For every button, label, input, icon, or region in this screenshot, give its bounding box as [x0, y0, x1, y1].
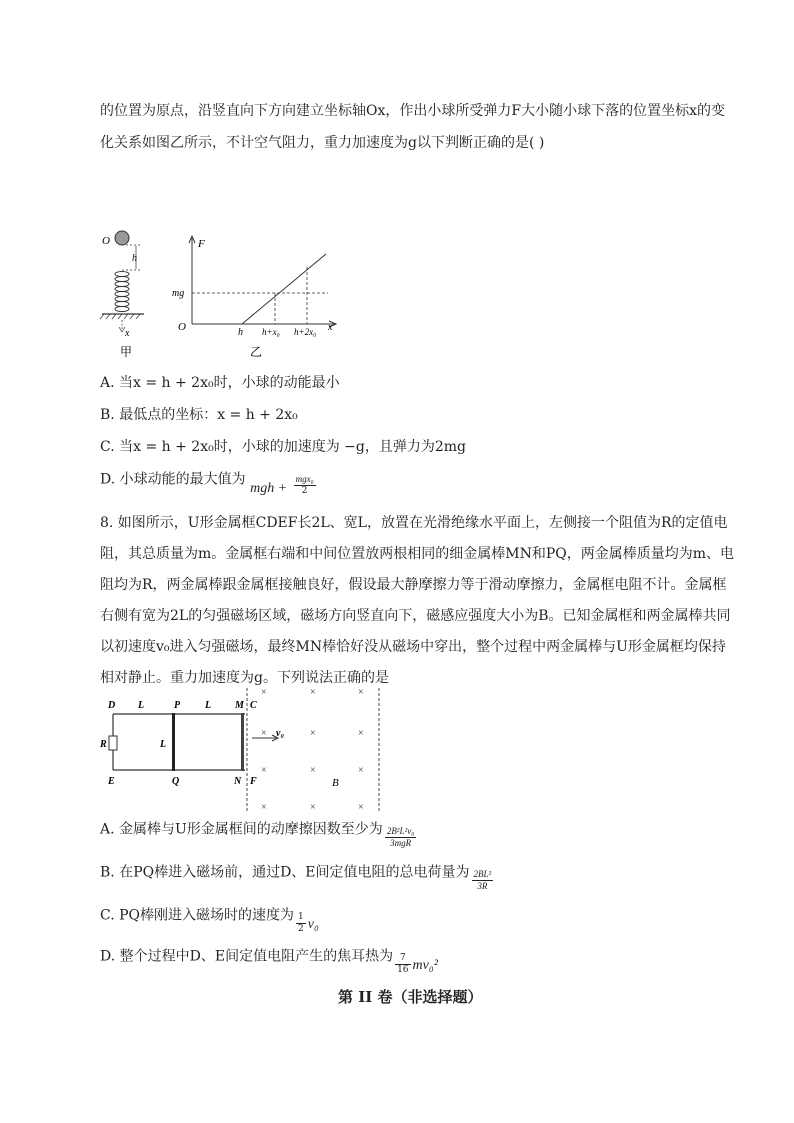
label-M: M: [235, 700, 244, 711]
label-C: C: [250, 700, 257, 711]
svg-text:×: ×: [358, 802, 364, 813]
label-Q: Q: [172, 776, 180, 787]
q8-option-b: B. 在PQ棒进入磁场前，通过D、E间定值电阻的总电荷量为 $\frac{\text{2BL²}}{3R}$: [100, 864, 492, 891]
figure-u-frame: [98, 686, 388, 816]
fig-yi-h1: h+x₀: [262, 327, 280, 337]
q7-option-d: D. 小球动能的最大值为 mgh + $\frac{\text{mgx₀}}{2}$: [100, 471, 314, 496]
svg-text:×: ×: [261, 728, 267, 739]
label-R: R: [100, 739, 107, 750]
fig-yi-caption: 乙: [250, 345, 263, 359]
fig-yi-F: F: [198, 238, 205, 250]
svg-text:×: ×: [261, 687, 267, 698]
q8-stem-line5: 以初速度v₀进入匀强磁场，最终MN棒恰好没从磁场中穿出，整个过程中两金属棒与U形金属框均保持: [100, 639, 726, 655]
fig-yi-mg: mg: [172, 288, 185, 299]
q8-option-a: A. 金属棒与U形金属框间的动摩擦因数至少为 $\frac{\text{2B²L²v₀}}{\text{3mgR}}$: [100, 821, 415, 848]
label-L2: L: [205, 700, 212, 711]
figure-jia: [98, 222, 148, 362]
q8-stem-line2: 阻，其总质量为m。金属框右端和中间位置放两根相同的细金属棒MN和PQ，两金属棒质量均为m、电: [100, 546, 735, 562]
fig-jia-caption: 甲: [120, 345, 133, 359]
svg-text:×: ×: [358, 687, 364, 698]
svg-text:×: ×: [358, 765, 364, 776]
label-v0: v₀: [276, 728, 284, 739]
figure-yi: [170, 232, 345, 362]
label-N: N: [234, 776, 242, 787]
q7-option-a: A. 当x = h + 2x₀时，小球的动能最小: [100, 375, 340, 391]
label-F: F: [250, 776, 257, 787]
fig-yi-O: O: [178, 321, 186, 333]
q7-stem-line1: 的位置为原点，沿竖直向下方向建立坐标轴Ox，作出小球所受弹力F大小随小球下落的位置坐标x的变: [100, 103, 725, 119]
q8-option-c: C. PQ棒刚进入磁场时的速度为 $\frac{1}{2}$ v₀: [100, 907, 319, 934]
q8-stem-line3: 阻均为R，两金属棒跟金属框接触良好，假设最大静摩擦力等于滑动摩擦力，金属框电阻不计。金属框: [100, 577, 727, 593]
fig-yi-h2: h+2x₀: [294, 327, 317, 337]
section-heading: 第 II 卷（非选择题）: [338, 988, 483, 1006]
svg-text:×: ×: [261, 802, 267, 813]
q7-option-c: C. 当x = h + 2x₀时，小球的加速度为 −g，且弹力为2mg: [100, 439, 466, 455]
label-E: E: [108, 776, 115, 787]
svg-text:×: ×: [310, 728, 316, 739]
fig-yi-x: x: [328, 322, 333, 333]
svg-text:×: ×: [310, 802, 316, 813]
magnetic-field-marks: [261, 687, 364, 813]
fig-jia-h: h: [132, 253, 137, 264]
q7-option-b: B. 最低点的坐标：x = h + 2x₀: [100, 407, 298, 423]
q8-stem-line4: 右侧有宽为2L的匀强磁场区域，磁场方向竖直向下，磁感应强度大小为B。已知金属框和两金属棒共同: [100, 608, 731, 624]
label-L3: L: [160, 739, 167, 750]
fig-yi-h: h: [238, 327, 243, 338]
label-P: P: [174, 700, 181, 711]
fig-jia-x: x: [125, 328, 130, 339]
label-L1: L: [138, 700, 145, 711]
svg-text:×: ×: [261, 765, 267, 776]
q8-stem-line6: 相对静止。重力加速度为g。下列说法正确的是: [100, 670, 389, 686]
q8-option-d: D. 整个过程中D、E间定值电阻产生的焦耳热为 $\frac{7}{16}$ mv₀²: [100, 948, 438, 975]
q8-stem-line1: 8. 如图所示，U形金属框CDEF长2L、宽L，放置在光滑绝缘水平面上，左侧接一个阻值为R的定值电: [100, 515, 728, 531]
label-D: D: [108, 700, 116, 711]
svg-text:×: ×: [358, 728, 364, 739]
fig-jia-O: O: [102, 235, 110, 247]
label-B: B: [332, 777, 339, 789]
svg-text:×: ×: [310, 687, 316, 698]
q7-stem-line2: 化关系如图乙所示，不计空气阻力，重力加速度为g以下判断正确的是( ): [100, 135, 545, 151]
svg-text:×: ×: [310, 765, 316, 776]
